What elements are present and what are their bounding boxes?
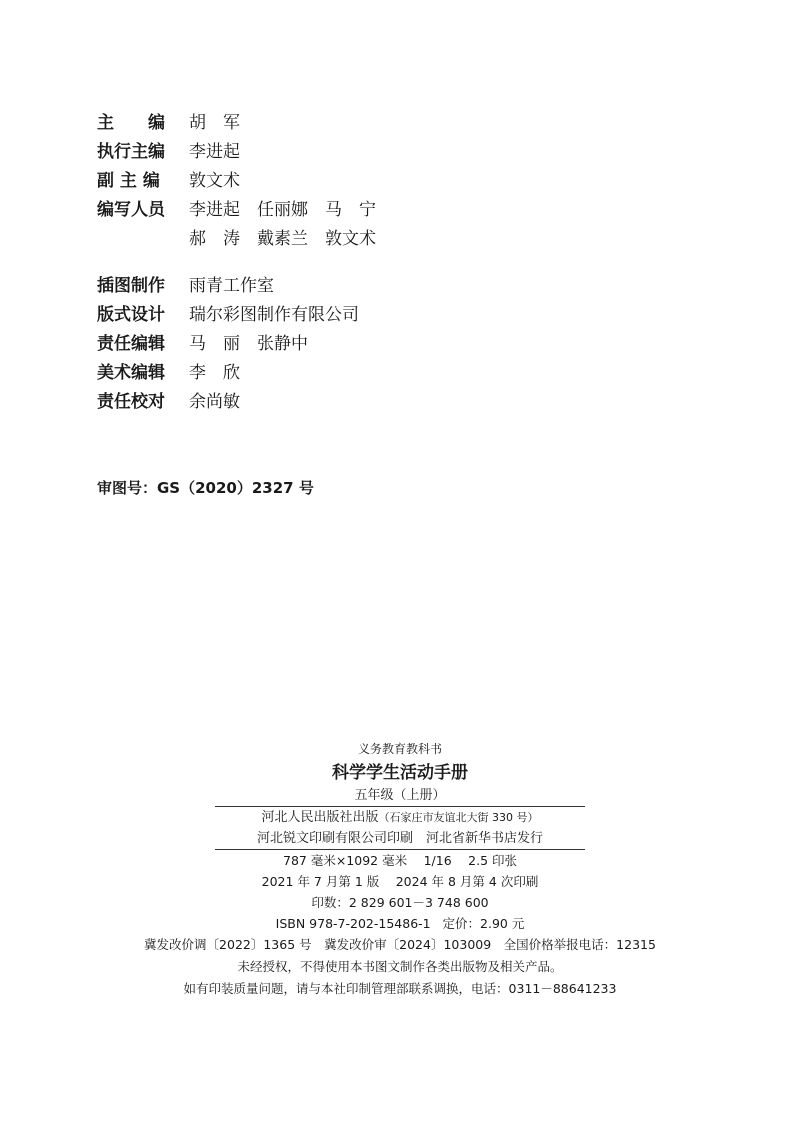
price-approval-line: 冀发改价调〔2022〕1365 号 冀发改价审〔2024〕103009 全国价格举报电话：12315: [144, 937, 656, 952]
imprint-block: [0, 740, 800, 1000]
credit-value: 敦文术: [189, 171, 240, 191]
price: 定价：2.90 元: [442, 916, 525, 931]
specs-line-edition: [0, 871, 800, 892]
publisher-name: 河北人民出版社出版: [261, 810, 379, 825]
production-row-responsible-editor: [97, 330, 717, 359]
credit-value: 李进起 任丽娜 马 宁: [189, 200, 376, 220]
credit-label: 执行主编: [97, 142, 165, 162]
print-sheets: 2.5 印张: [468, 853, 517, 868]
production-value: 马 丽 张静中: [189, 334, 308, 354]
book-grade: 五年级（上册）: [354, 788, 446, 803]
publisher-line: [0, 807, 800, 828]
credit-value: 李进起: [189, 142, 240, 162]
production-value: 李 欣: [189, 363, 240, 383]
credit-row-deputy-editor: [97, 167, 717, 196]
printing: 2024 年 8 月第 4 次印刷: [395, 874, 539, 889]
publisher-address: （石家庄市友谊北大街 330 号）: [378, 811, 539, 824]
format: 1/16: [423, 853, 452, 868]
credit-row-writers: [97, 196, 717, 225]
isbn: ISBN 978-7-202-15486-1: [275, 916, 431, 931]
credit-row-writers-continued: [97, 225, 717, 254]
editorial-credits: [97, 109, 717, 417]
credit-label: 主 编: [97, 113, 165, 133]
credit-row-chief-editor: [97, 109, 717, 138]
edition: 2021 年 7 月第 1 版: [261, 874, 380, 889]
credit-value: 郝 涛 戴素兰 敦文术: [189, 229, 376, 249]
production-row-layout-design: [97, 301, 717, 330]
paper-size: 787 毫米×1092 毫米: [283, 853, 408, 868]
credit-row-executive-editor: [97, 138, 717, 167]
production-value: 瑞尔彩图制作有限公司: [189, 305, 359, 325]
book-title: 科学学生活动手册: [332, 763, 468, 783]
production-label: 插图制作: [97, 276, 165, 296]
section-gap: [97, 254, 717, 272]
rights-notice: 未经授权，不得使用本书图文制作各类出版物及相关产品。: [237, 959, 563, 974]
printer-line: 河北锐文印刷有限公司印刷 河北省新华书店发行: [256, 831, 543, 846]
contact-notice: 如有印装质量问题，请与本社印制管理部联系调换，电话：0311－88641233: [183, 981, 617, 996]
specs-line-isbn: [0, 913, 800, 934]
production-row-art-editor: [97, 359, 717, 388]
book-series: 义务教育教科书: [357, 742, 442, 756]
production-row-proofreader: [97, 388, 717, 417]
production-label: 美术编辑: [97, 363, 165, 383]
map-review-number: 审图号：GS（2020）2327 号: [97, 479, 314, 497]
print-run: 印数：2 829 601－3 748 600: [311, 895, 489, 910]
production-row-illustration: [97, 272, 717, 301]
credit-label: 副 主 编: [97, 171, 160, 191]
specs-line-format: [0, 850, 800, 871]
production-value: 余尚敏: [189, 392, 240, 412]
production-label: 版式设计: [97, 305, 165, 325]
production-label: 责任编辑: [97, 334, 165, 354]
production-label: 责任校对: [97, 392, 165, 412]
credit-value: 胡 军: [189, 113, 240, 133]
production-value: 雨青工作室: [189, 276, 274, 296]
credit-label: 编写人员: [97, 200, 165, 220]
